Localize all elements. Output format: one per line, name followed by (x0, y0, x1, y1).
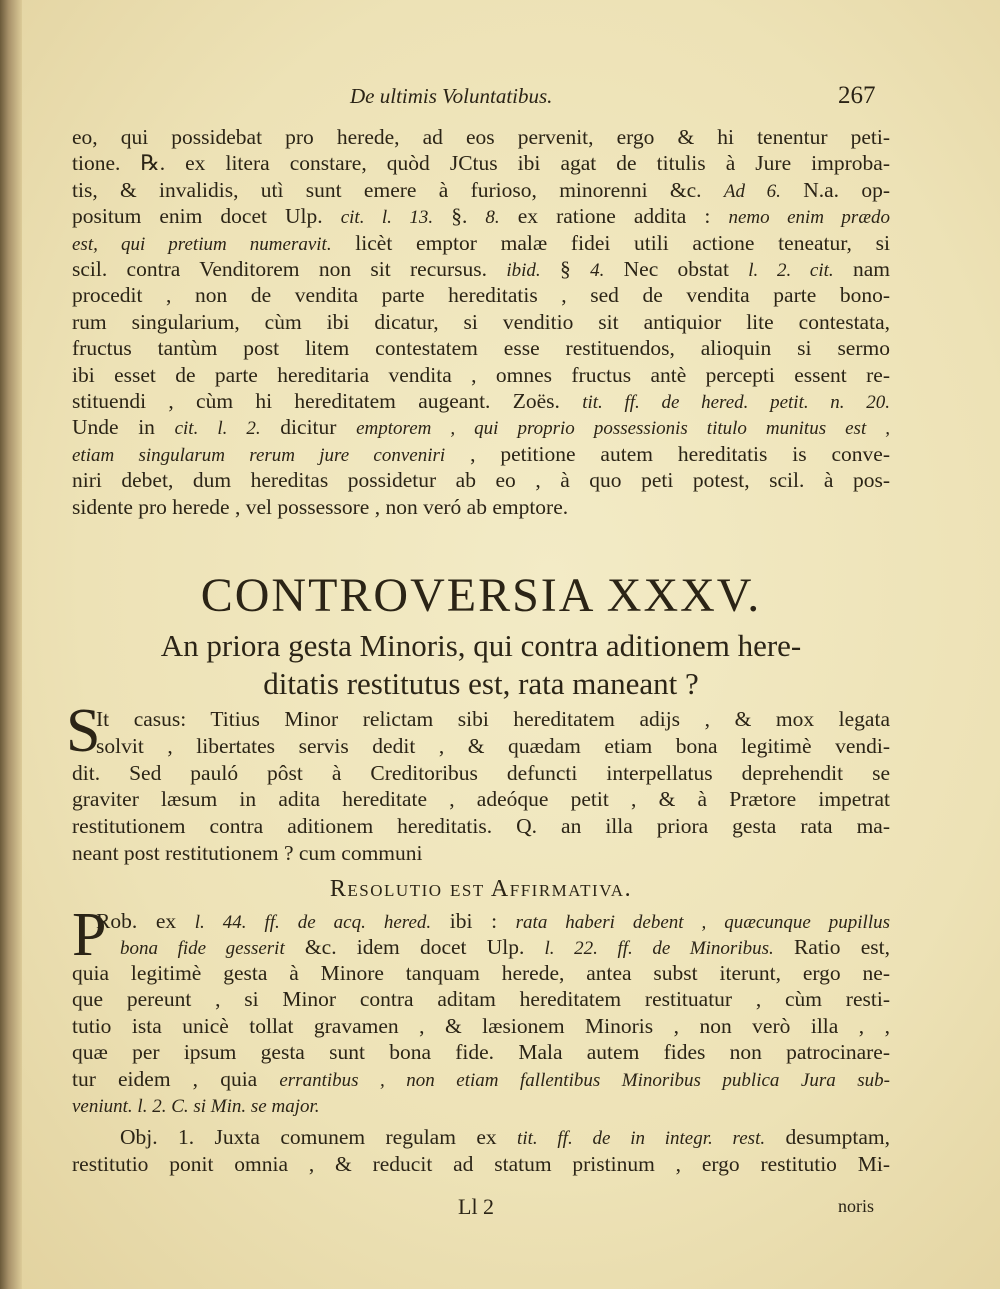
text-segment: tis, & invalidis, utì sunt emere à furioso, minorenni &c. (72, 177, 724, 202)
text-segment: rum singularium, cùm ibi dicatur, si venditio sit antiquior lite contestata, (72, 309, 890, 334)
italic-citation: l. 22. ff. de Minoribus. (544, 938, 774, 959)
text-line (72, 362, 890, 388)
italic-citation: l. 2. cit. (748, 260, 834, 281)
italic-citation: nemo enim prædo (728, 207, 891, 229)
text-segment: dicitur (260, 415, 357, 440)
text-segment: Obj. 1. Juxta comunem regulam ex (120, 1125, 518, 1149)
italic-citation: cit. l. 2. (174, 418, 261, 440)
text-segment: dit. Sed pauló pôst à Creditoribus defuncti interpellatus deprehendit se (72, 760, 890, 785)
text-segment: Nec obstat (604, 257, 749, 281)
controversia-heading: CONTROVERSIA XXXV. (200, 569, 762, 622)
text-segment: restitutionem contra aditionem hereditatis. Q. an illa priora gesta rata ma- (72, 814, 890, 839)
text-segment: ex ratione addita : (499, 204, 729, 229)
text-segment: stituendi , cùm hi hereditatem augeant. Zoës. (72, 389, 583, 413)
text-segment: licèt emptor malæ fidei utili actione teneatur, si (331, 230, 890, 255)
text-line (72, 706, 890, 732)
text-line (72, 1124, 890, 1152)
text-line (72, 1092, 890, 1120)
italic-citation: cit. l. 13. (340, 207, 434, 229)
text-line (72, 150, 890, 176)
text-line (72, 813, 890, 839)
text-line (72, 1066, 890, 1094)
text-segment: solvit , libertates servis dedit , & quædam etiam bona legitimè vendi- (96, 733, 890, 758)
text-line (72, 256, 890, 284)
italic-citation: etiam singularum rerum jure conveniri (72, 444, 446, 466)
text-segment: que pereunt , si Minor contra aditam hereditatem restituatur , cùm resti- (72, 987, 890, 1011)
signature-mark: Ll 2 (458, 1194, 495, 1219)
text-segment: procedit , non de vendita parte hereditatis , sed de vendita parte bono- (72, 283, 890, 308)
italic-citation: veniunt. l. 2. C. si Min. se major. (72, 1096, 320, 1117)
text-line (72, 124, 890, 150)
text-segment: graviter læsum in adita hereditate , adeóque petit , & à Prætore impetrat (72, 787, 890, 812)
drop-cap-s: S (66, 697, 101, 765)
text-segment: §. (433, 204, 486, 229)
text-line (72, 733, 890, 759)
text-segment: nam (833, 257, 890, 281)
drop-cap-p: P (72, 901, 107, 969)
text-line (72, 203, 890, 231)
text-line (72, 441, 890, 469)
text-segment: tur eidem , quia (72, 1067, 280, 1091)
question-line-1: An priora gesta Minoris, qui contra aditionem here- (160, 628, 802, 663)
text-segment: ibi esset de parte hereditaria vendita , omnes fructus antè percepti essent re- (72, 362, 890, 387)
text-segment: Unde in (72, 415, 175, 440)
page-number: 267 (838, 82, 876, 109)
text-segment: positum enim docet Ulp. (72, 204, 341, 229)
text-line (72, 282, 890, 308)
text-segment: , petitione autem hereditatis is conve- (445, 441, 890, 466)
text-segment: &c. idem docet Ulp. (284, 935, 545, 959)
italic-citation: bona fide gesserit (120, 938, 285, 959)
text-segment: Ratio est, (773, 935, 890, 959)
text-line (72, 840, 890, 866)
text-segment: ibi : (431, 909, 516, 933)
text-line (72, 177, 890, 205)
italic-citation: est, qui pretium numeravit. (72, 233, 332, 255)
italic-citation: l. 44. ff. de acq. hered. (194, 912, 432, 933)
italic-citation: tit. ff. de in integr. rest. (517, 1128, 766, 1149)
text-segment: restitutio ponit omnia , & reducit ad statum pristinum , ergo restitutio Mi- (72, 1152, 890, 1176)
italic-citation: tit. ff. de hered. petit. n. 20. (582, 392, 890, 413)
italic-citation: errantibus , non etiam fallentibus Minoribus publica Jura sub- (279, 1070, 890, 1091)
text-line (72, 908, 890, 936)
text-line (72, 934, 890, 962)
text-line (72, 230, 890, 258)
text-segment: quæ per ipsum gesta sunt bona fide. Mala autem fides non patrocinare- (72, 1040, 890, 1064)
text-line (72, 335, 890, 361)
italic-citation: 8. (485, 207, 500, 229)
italic-citation: ibid. (506, 260, 541, 281)
text-line (72, 1039, 890, 1065)
text-segment: sidente pro herede , vel possessore , non veró ab emptore. (72, 494, 569, 519)
text-segment: It casus: Titius Minor relictam sibi hereditatem adijs , & mox legata (96, 707, 890, 731)
text-segment: § (540, 257, 591, 281)
text-line (72, 960, 890, 986)
text-line (72, 388, 890, 416)
italic-citation: 4. (590, 260, 605, 281)
text-line (72, 786, 890, 812)
text-segment: Rob. ex (96, 909, 195, 933)
text-segment: niri debet, dum hereditas possidetur ab eo , à quo peti potest, scil. à pos- (72, 468, 890, 493)
text-segment: desumptam, (765, 1125, 890, 1149)
text-segment: quia legitimè gesta à Minore tanquam herede, antea subst iterunt, ergo ne- (72, 961, 890, 985)
text-segment: tutio ista unicè tollat gravamen , & læsionem Minoris , non verò illa , , (72, 1014, 890, 1038)
text-line (72, 1013, 890, 1039)
text-line (72, 494, 890, 520)
text-line (72, 467, 890, 493)
running-head: De ultimis Voluntatibus. (350, 84, 553, 108)
resolutio-heading: Resolutio est Affirmativa. (329, 876, 633, 902)
text-line (72, 414, 890, 442)
text-segment: scil. contra Venditorem non sit recursus. (72, 257, 507, 281)
question-line-2: ditatis restitutus est, rata maneant ? (263, 666, 699, 701)
text-segment: eo, qui possidebat pro herede, ad eos pervenit, ergo & hi tenentur peti- (72, 125, 890, 149)
text-segment: tione. ℞. ex litera constare, quòd JCtus ibi agat de titulis à Jure improba- (72, 151, 890, 176)
text-segment: N.a. op- (780, 177, 890, 202)
text-line (72, 1151, 890, 1177)
italic-citation: rata haberi debent , quæcunque pupillus (515, 912, 891, 933)
italic-citation: emptorem , qui proprio possessionis titulo munitus est , (356, 418, 891, 440)
catchword: noris (838, 1196, 874, 1216)
text-line (72, 760, 890, 786)
italic-citation: Ad 6. (723, 180, 781, 202)
text-line (72, 309, 890, 335)
text-segment: fructus tantùm post litem contestatem esse restituendos, alioquin si sermo (72, 336, 890, 361)
text-line (72, 986, 890, 1012)
text-segment: neant post restitutionem ? cum communi (72, 841, 423, 865)
